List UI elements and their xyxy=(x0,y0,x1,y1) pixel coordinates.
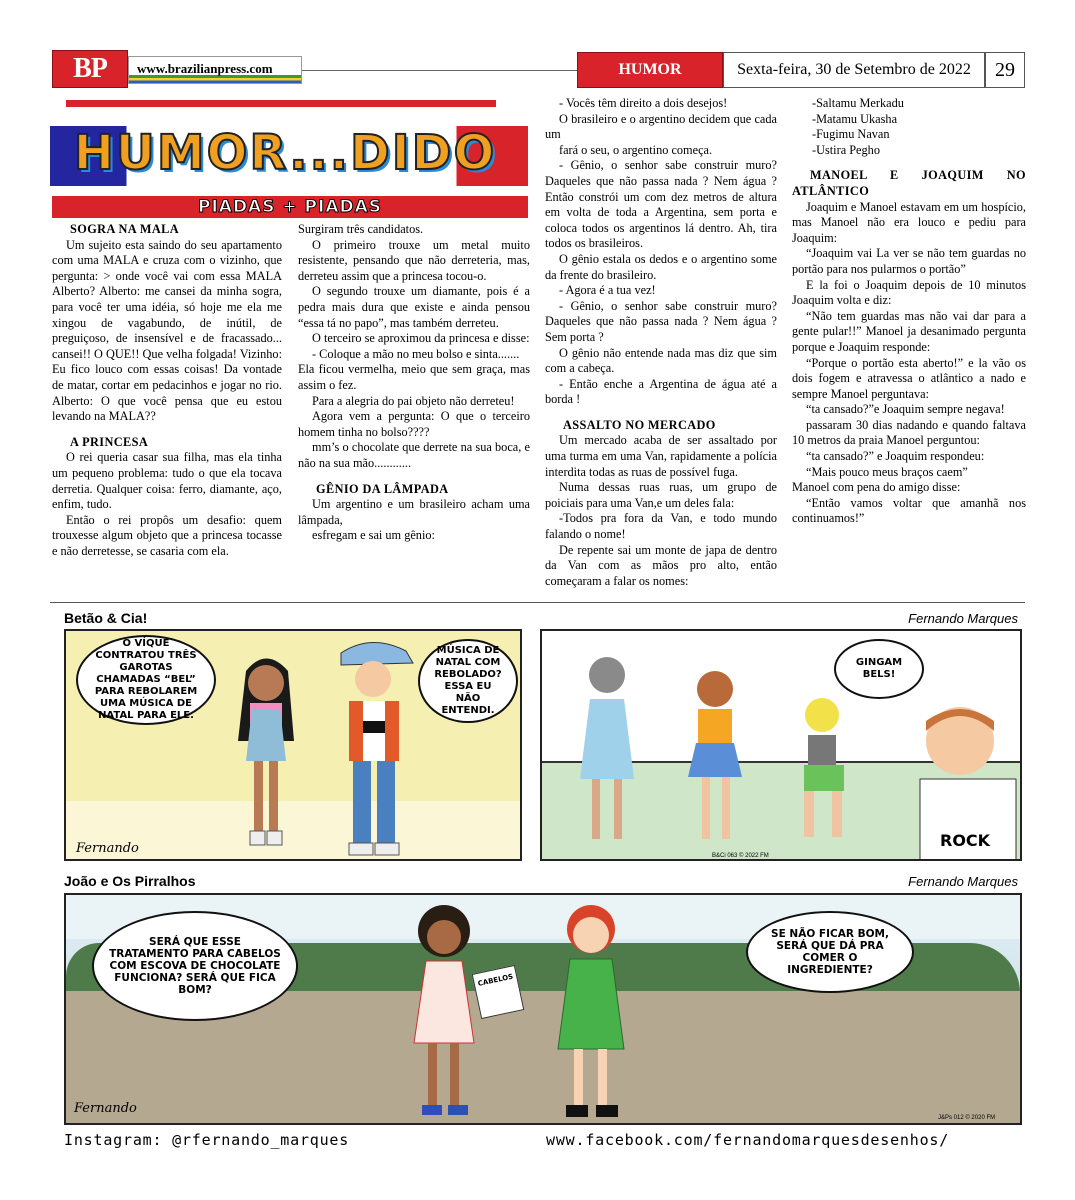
assalto-paragraph: De repente sai um monte de japa de dentro da Van com as mãos pro alto, então começaram a falar os nomes: xyxy=(545,542,777,588)
assalto-paragraph: Numa dessas ruas ruas, um grupo de poiciais para uma Van,e um deles fala: xyxy=(545,480,777,510)
artist-signature: Fernando xyxy=(76,841,139,856)
copyright-note: B&Ci 063 © 2022 FM xyxy=(712,853,769,859)
genio-paragraph: O gênio estala os dedos e o argentino some da frente do brasileiro. xyxy=(545,251,777,282)
strip-2-author: Fernando Marques xyxy=(908,874,1018,889)
masthead-top-bar xyxy=(66,100,496,107)
speech-bubble: O VÍQUE CONTRATOU TRÊS GAROTAS CHAMADAS “BEL” PARA REBOLAREM UMA MÚSICA DE NATAL PARA ELE. xyxy=(76,635,216,725)
dancer-2 xyxy=(670,667,760,857)
princesa-paragraph: Surgiram três candidatos. xyxy=(298,222,424,236)
genio-paragraph: - Agora é a tua vez! xyxy=(559,283,656,298)
genio-paragraph: - Gênio, o senhor sabe construir muro? Daqueles que não passa nada ? Nem água ? Sem porta ? xyxy=(545,298,777,344)
assalto-name: -Ustira Pegho xyxy=(812,142,880,157)
article-title-atlantico: MANOEL E JOAQUIM NO ATLÂNTICO xyxy=(792,168,1026,198)
redhead-girl xyxy=(536,899,646,1125)
assalto-paragraph: Um mercado acaba de ser assaltado por uma turma em uma Van, rapidamente a polícia interdita todas as ruas de possível fuga. xyxy=(545,433,777,479)
speech-bubble: GINGAM BELS! xyxy=(834,639,924,699)
speech-bubble: SE NÃO FICAR BOM, SERÁ QUE DÁ PRA COMER O INGREDIENTE? xyxy=(746,911,914,993)
atlantico-paragraph: passaram 30 dias nadando e quando faltava 10 metros da praia Manoel perguntou: xyxy=(792,417,1026,448)
boy-character xyxy=(321,635,421,861)
column-4 xyxy=(792,96,1026,527)
genio-paragraph: - Então enche a Argentina de água até a borda ! xyxy=(545,376,777,407)
section-label: HUMOR xyxy=(577,52,723,88)
assalto-paragraph: -Todos pra fora da Van, e todo mundo falando o nome! xyxy=(545,511,777,542)
genio-paragraph: O gênio não entende nada mas diz que sim com a cabeça. xyxy=(545,345,777,376)
strip-1-author: Fernando Marques xyxy=(908,611,1018,626)
strip-1-title: Betão & Cia! xyxy=(64,610,148,626)
atlantico-paragraph: “Porque o portão esta aberto!” e la vão os dois fogem e atravessa o atlântico a nado e sempre Manoel perguntava: xyxy=(792,355,1026,401)
princesa-paragraph: mm’s o chocolate que derrete na sua boca, e não na sua mão............ xyxy=(298,440,530,470)
assalto-name: -Matamu Ukasha xyxy=(812,111,898,126)
speech-bubble: MÚSICA DE NATAL COM REBOLADO? ESSA EU NÃO ENTENDI. xyxy=(418,639,518,723)
strip-1-panel-1 xyxy=(64,629,522,861)
column-2 xyxy=(298,222,530,544)
genio-paragraph: - Gênio, o senhor sabe construir muro? Daqueles que não passa nada ? Nem água ? Então constrói um com dez metros de altura em volta de toda a Argentina, sem porta e coloca todos os argentinos lá dentro. Ah, tira todos os brasileiros. xyxy=(545,158,777,251)
princesa-paragraph: O rei queria casar sua filha, mas ela tinha um pequeno problema: tudo o que ela tocava derretia. Qualquer coisa: ferro, diamante, aço, enfim, tudo. xyxy=(52,450,282,512)
atlantico-paragraph: “ta cansado?”e Joaquim sempre negava! xyxy=(806,402,1005,417)
atlantico-paragraph: Manoel com pena do amigo disse: xyxy=(792,480,961,495)
atlantico-paragraph: “ta cansado?” e Joaquim respondeu: xyxy=(806,449,985,464)
masthead xyxy=(66,114,504,192)
genio-paragraph: Um argentino e um brasileiro acham uma lâmpada, xyxy=(298,497,530,527)
girl-character xyxy=(216,651,316,861)
genio-paragraph: esfregam e sai um gênio: xyxy=(312,528,435,543)
strip-1-panel-2 xyxy=(540,629,1022,861)
page-number: 29 xyxy=(985,52,1025,88)
strip-2-title: João e Os Pirralhos xyxy=(64,873,196,889)
assalto-name: -Saltamu Merkadu xyxy=(812,96,904,110)
princesa-paragraph: O primeiro trouxe um metal muito resistente, pensando que não derreteria, mas, derreteu assim que a princesa tocou-o. xyxy=(298,237,530,283)
assalto-name: -Fugimu Navan xyxy=(812,127,890,142)
article-title-princesa: A PRINCESA xyxy=(70,434,149,449)
column-3 xyxy=(545,96,777,589)
brazilianpress-logo[interactable]: BP xyxy=(52,50,128,88)
princesa-paragraph: - Coloque a mão no meu bolso e sinta....... xyxy=(312,346,520,361)
site-url-link[interactable]: www.brazilianpress.com xyxy=(128,56,302,84)
princesa-paragraph: Então o rei propôs um desafio: quem trouxesse algum objeto que a princesa tocasse e não derretesse, se casaria com ela. xyxy=(52,512,282,558)
article-title-genio: GÊNIO DA LÂMPADA xyxy=(316,481,449,496)
genio-paragraph: fará o seu, o argentino começa. xyxy=(559,142,713,157)
header-divider xyxy=(302,70,578,71)
masthead-subtitle: PIADAS + PIADAS xyxy=(198,197,382,217)
article-title-sogra: SOGRA NA MALA xyxy=(70,222,180,236)
cabelos-paper: CABELOS xyxy=(472,965,525,1019)
atlantico-paragraph: “Então vamos voltar que amanhã nos continuamos!” xyxy=(792,495,1026,526)
atlantico-paragraph: E la foi o Joaquim depois de 10 minutos Joaquim volta e diz: xyxy=(792,277,1026,308)
article-body-sogra: Um sujeito esta saindo do seu apartamento com uma MALA e cruza com o vizinho, que pergunta: > onde você vai com essa MALA Alberto? Alberto: me cansei da minha sogra, para você ter uma idéia, só hoje me ela me xingou de vagabundo, de inútil, de preguiçoso, de insensível e de fracassado... cansei!! O QUE!! Que velha folgada! Vizinho: Eu fico louco com essas coisas! Da vontade de matar, cortar em pedacinhos e jogar no rio. Alberto: O que você pensa que eu estou levando na MALA?? xyxy=(52,237,282,424)
facebook-link[interactable]: www.facebook.com/fernandomarquesdesenhos/ xyxy=(546,1131,950,1149)
atlantico-paragraph: “Mais pouco meus braços caem” xyxy=(806,464,968,479)
instagram-handle[interactable]: Instagram: @rfernando_marques xyxy=(64,1131,350,1149)
atlantico-paragraph: “Não tem guardas mas não vai dar para a gente pular!!” Manoel ja desanimado perguntа porque e Joaquim responde: xyxy=(792,308,1026,354)
genio-paragraph: O brasileiro e o argentino decidem que cada um xyxy=(545,111,777,142)
speech-bubble: SERÁ QUE ESSE TRATAMENTO PARA CABELOS COM ESCOVA DE CHOCOLATE FUNCIONA? SERÁ QUE FICA BOM? xyxy=(92,911,298,1021)
princesa-paragraph: O terceiro se aproximou da princesa e disse: xyxy=(312,331,530,346)
column-1 xyxy=(52,222,282,559)
atlantico-paragraph: “Joaquim vai La ver se não tem guardas no portão para nos pularmos o portão” xyxy=(792,246,1026,276)
princesa-paragraph: Ela ficou vermelha, meio que sem graça, mas assim o fez. xyxy=(298,362,530,392)
article-title-assalto: ASSALTO NO MERCADO xyxy=(563,417,716,432)
princesa-paragraph: Para a alegria do pai objeto não derreteu! xyxy=(312,393,515,408)
shirt-text: ROCK xyxy=(940,831,991,850)
artist-signature: Fernando xyxy=(74,1101,137,1116)
masthead-title: HUMOR...DIDO xyxy=(73,125,497,181)
masthead-subtitle-bar xyxy=(52,196,528,218)
genio-paragraph: - Vocês têm direito a dois desejos! xyxy=(559,96,728,110)
copyright-note: J&Ps 012 © 2020 FM xyxy=(938,1115,996,1121)
dancer-1 xyxy=(562,649,652,859)
issue-date: Sexta-feira, 30 de Setembro de 2022 xyxy=(723,52,985,88)
princesa-paragraph: O segundo trouxe um diamante, pois é a pedra mais dura que existe e ainda pensou “essa tá no papo”, mas também derreteu. xyxy=(298,284,530,330)
strip-2-panel xyxy=(64,893,1022,1125)
dancer-3 xyxy=(782,695,862,845)
section-divider xyxy=(50,602,1025,603)
atlantico-paragraph: Joaquim e Manoel estavam em um hospício, mas Manoel não era louco e pediu para Joaquim: xyxy=(792,199,1026,245)
princesa-paragraph: Agora vem a pergunta: O que o terceiro homem tinha no bolso???? xyxy=(298,409,530,439)
